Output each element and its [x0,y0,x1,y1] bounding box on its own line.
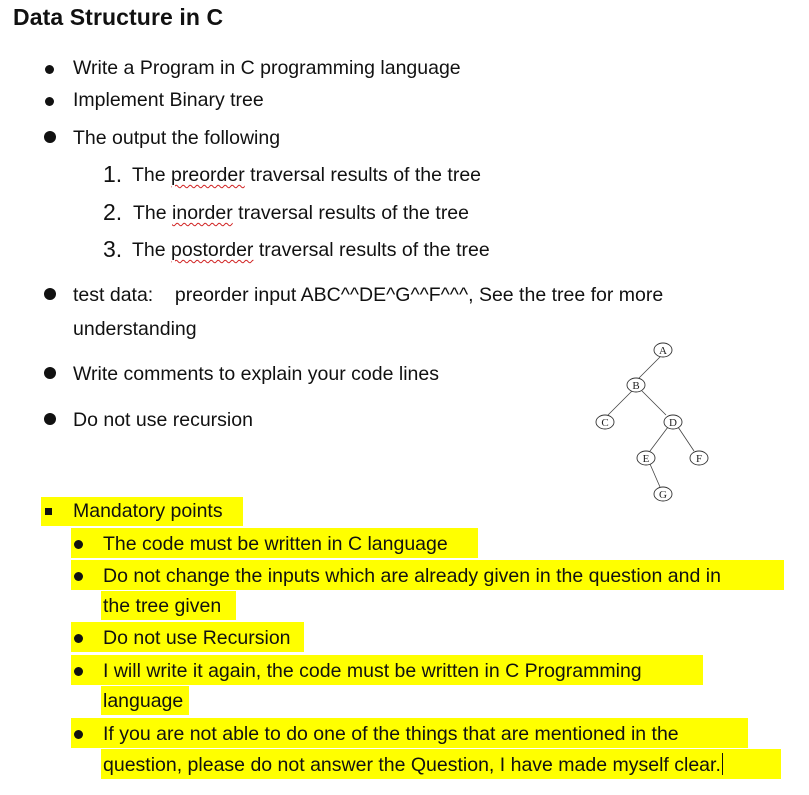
bullet-dot [44,367,56,379]
bullet-dot [74,730,83,739]
bullet-test-data-line2: understanding [73,318,197,340]
sub-item-inorder: The inorder traversal results of the tree [133,202,470,224]
bullet-dot [74,540,83,549]
number-2: 2. [103,199,123,225]
number-1: 1. [103,161,123,187]
tree-label-d: D [669,417,677,429]
bullet-dot [74,572,83,581]
bullet-dot [74,667,83,676]
tree-label-g: G [659,489,667,501]
tree-label-c: C [601,417,609,429]
number-3: 3. [103,236,123,262]
mandatory-item-inputs-line2: the tree given [103,595,222,617]
binary-tree-diagram [588,338,728,508]
bullet-write-program: Write a Program in C programming language [73,57,461,79]
mandatory-item-write-again-line1: I will write it again, the code must be written in C Programming [103,660,642,682]
bullet-no-recursion: Do not use recursion [73,409,253,431]
bullet-implement-tree: Implement Binary tree [73,89,264,111]
mandatory-item-inputs-line1: Do not change the inputs which are already given in the question and in [103,565,721,587]
sub-item-postorder: The postorder traversal results of the tree [132,239,490,261]
mandatory-item-c-language: The code must be written in C language [103,533,448,555]
bullet-dot [44,288,56,300]
tree-edge-a-b [639,356,661,378]
tree-edge-e-g [650,464,660,487]
bullet-output: The output the following [73,127,281,149]
mandatory-item-not-able-line2: question, please do not answer the Question, I have made myself clear. [103,754,721,776]
page-title: Data Structure in C [13,4,224,30]
bullet-test-data-line1: test data: preorder input ABC^^DE^G^^F^^^, See the tree for more [73,284,664,306]
tree-label-b: B [632,380,640,392]
tree-label-a: A [659,345,667,357]
tree-label-f: F [695,453,703,465]
tree-label-e: E [642,453,650,465]
tree-edge-d-f [678,427,694,451]
mandatory-heading: Mandatory points [73,500,223,522]
bullet-dot [45,97,54,106]
bullet-dot [44,413,56,425]
tree-edge-b-d [642,391,666,415]
bullet-comments: Write comments to explain your code lines [73,363,439,385]
square-bullet [45,508,52,515]
bullet-dot [44,131,56,143]
bullet-dot [74,634,83,643]
sub-item-preorder: The preorder traversal results of the tree [132,164,482,186]
tree-edge-b-c [608,391,632,415]
mandatory-item-not-able-line1: If you are not able to do one of the things that are mentioned in the [103,723,679,745]
tree-edge-d-e [650,427,668,451]
bullet-dot [45,65,54,74]
mandatory-item-no-recursion: Do not use Recursion [103,627,291,649]
text-cursor [722,753,723,775]
mandatory-item-write-again-line2: language [103,690,184,712]
